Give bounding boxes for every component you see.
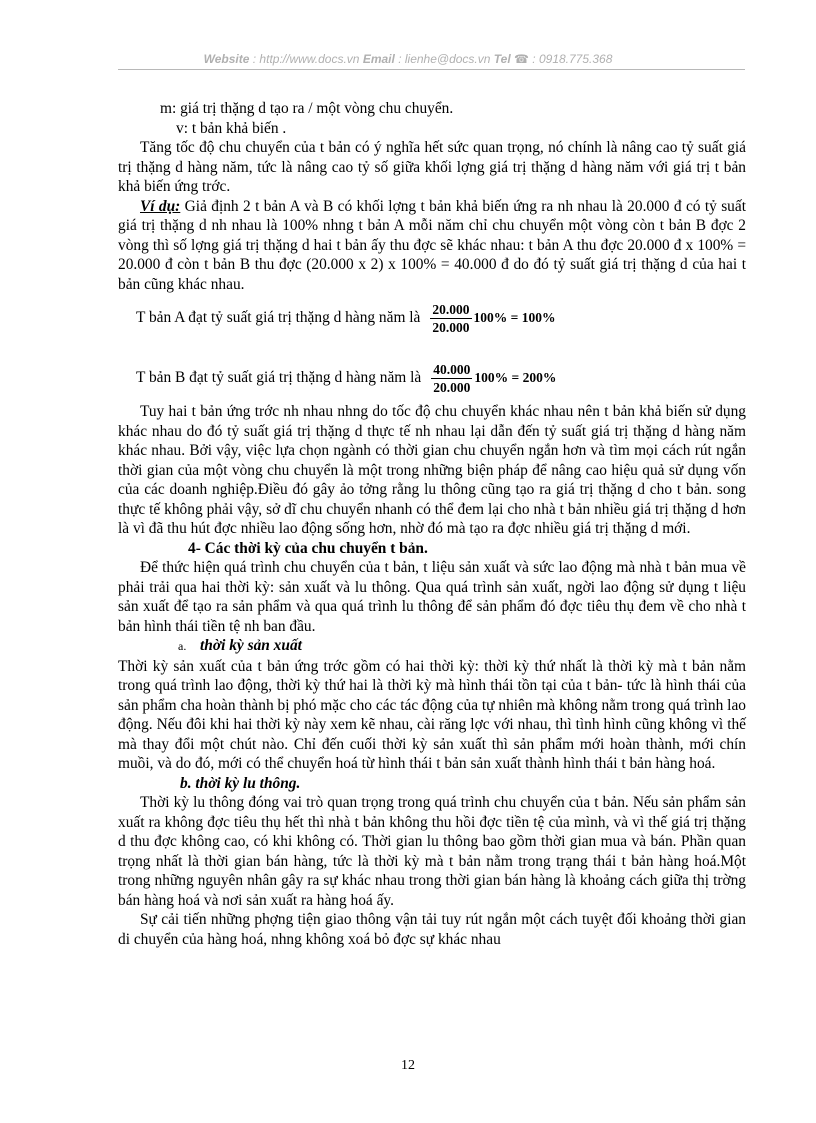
- document-body: [118, 99, 746, 949]
- example-text: Giả định 2 t bản A và B có khối lợng t bản khả biến ứng ra nh nhau là 20.000 đ có tỷ suất giá trị thặng d nh nhau là 100% nhng t bản A mỗi năm chỉ chu chuyển một vòng còn t bản B đợc 2 vòng thì số lợng giá trị thặng d hai t bản ấy thu đợc sẽ khác nhau: t bản A thu đợc 20.000 đ x 100% = 20.000 đ còn t bản B thu đợc (20.000 x 2) x 100% = 40.000 đ do đó tỷ suất giá trị thặng d của hai t bản cũng khác nhau.: [118, 197, 746, 293]
- formula-a-numerator: 20.000: [432, 301, 470, 317]
- formula-b-fraction: [431, 362, 472, 395]
- paragraph-circulation: Thời kỳ lu thông đóng vai trò quan trọng trong quá trình chu chuyển của t bản. Nếu sản phẩm sản xuất ra không đợc tiêu thụ hết thì nhà t bản không thu hồi đợc tiền tệ của mình, và vì thế giá trị thặng d thu đợc không cao, có khi không có. Thời gian lu thông bao gồm thời gian mua và bán. Phần quan trọng nhất là thời gian bán hàng, tức là thời kỳ mà t bản nằm trong trạng thái t bản hàng hoá.Một trong những nguyên nhân gây ra sự khác nhau trong thời gian bán hàng là khoảng cách giữa thị trờng bán hàng hoá và nơi sản xuất ra hàng hoá ấy.: [118, 794, 746, 909]
- section-heading-4: 4- Các thời kỳ của chu chuyển t bản.: [188, 539, 428, 557]
- paragraph-example: [118, 197, 746, 295]
- subheading-a-marker: a.: [178, 639, 187, 653]
- paragraph-periods: Để thức hiện quá trình chu chuyển của t bản, t liệu sản xuất và sức lao động mà nhà t bản mua về phải trải qua hai thời kỳ: sản xuất và lu thông. Qua quá trình sản xuất, ngời lao động sử dụng t liệu sản xuất để tạo ra sản phẩm và qua quá trình lu thông để sản phẩm đó đợc tiêu thụ đem về cho nhà t bản hình thái tiền tệ nh ban đầu.: [118, 559, 746, 635]
- paragraph-speed: Tăng tốc độ chu chuyển của t bản có ý nghĩa hết sức quan trọng, nó chính là nâng cao tỷ suất giá trị thặng d hàng năm, tức là nâng cao tỷ số giữa khối lợng giá trị thặng d hàng năm với giá trị t bản khả biến ứng trớc.: [118, 139, 746, 195]
- formula-a-fraction: [430, 302, 471, 335]
- tel-value: ☎ : 0918.775.368: [514, 52, 613, 66]
- tel-label: Tel: [493, 52, 511, 66]
- v-definition: v: t bản khả biến .: [176, 119, 287, 137]
- subheading-a: [118, 636, 746, 657]
- formula-b-numerator: 40.000: [433, 361, 471, 377]
- formula-b-label: T bản B đạt tỷ suất giá trị thặng d hàng năm là: [136, 369, 422, 387]
- formula-b: [118, 354, 746, 402]
- m-definition: m: giá trị thặng d tạo ra / một vòng chu chuyển.: [160, 100, 454, 117]
- page-header: [0, 52, 816, 66]
- subheading-a-title: thời kỳ sản xuất: [200, 637, 302, 654]
- formula-b-result: 100% = 200%: [474, 370, 557, 386]
- paragraph-transport: Sự cải tiến những phợng tiện giao thông vận tải tuy rút ngắn một cách tuyệt đối khoảng thời gian di chuyển của hàng hoá, nhng không xoá bỏ đợc sự khác nhau: [118, 911, 746, 948]
- example-label: Ví dụ:: [140, 197, 181, 215]
- paragraph-production: Thời kỳ sản xuất của t bản ứng trớc gồm có hai thời kỳ: thời kỳ thứ nhất là thời kỳ mà t bản nằm trong quá trình lao động, thời kỳ thứ hai là thời kỳ mà hình thái tồn tại của t bản- tức là hình thái của sản phẩm cha hoàn thành bị phó mặc cho các tác động của tự nhiên mà không nằm trong quá trình lao động. Nếu đôi khi hai thời kỳ này xem kẽ nhau, cài răng lợc với nhau, thì tình hình cũng không vì thế mà thay đổi một chút nào. Chỉ đến cuối thời kỳ sản xuất thì sản phẩm mới hoàn thành, mới chín muồi, và do đó, mới có thể chuyển hoá từ hình thái t bản sản xuất thành hình thái t bản hàng hoá.: [118, 657, 746, 772]
- paragraph-comparison: Tuy hai t bản ứng trớc nh nhau nhng do tốc độ chu chuyển khác nhau nên t bản khả biến sử dụng khác nhau do đó tỷ suất giá trị thặng d thực tế nh nhau lại dẫn đến tỷ suất giá trị thặng d hàng năm khác nhau. Bởi vậy, việc lựa chọn ngành có thời gian chu chuyển ngắn hơn và tìm mọi cách rút ngắn thời gian của một vòng chu chuyển là một trong những biện pháp để nâng cao hiệu quả sử dụng vốn của các doanh nghiệp.Điều đó gây ảo tởng rằng lu thông cũng tạo ra giá trị thặng d cho t bản. song thực tế không phải vậy, sở dĩ chu chuyển nhanh có thể đem lại cho nhà t bản nhiều giá trị thặng d hơn là vì đã thu hút đợc nhiều lao động sống hơn, nhờ đó mà tạo ra đợc nhiều giá trị thặng d mới.: [118, 403, 746, 537]
- subheading-b: b. thời kỳ lu thông.: [180, 774, 301, 792]
- formula-a: [118, 294, 746, 342]
- formula-a-result: 100% = 100%: [473, 310, 556, 326]
- page-number: 12: [401, 1058, 415, 1073]
- formula-b-denominator: 20.000: [433, 379, 471, 395]
- email-label: Email: [362, 52, 395, 66]
- email-value[interactable]: : lienhe@docs.vn: [398, 52, 491, 66]
- formula-a-label: T bản A đạt tỷ suất giá trị thặng d hàng năm là: [136, 309, 421, 327]
- website-value[interactable]: : http://www.docs.vn: [252, 52, 360, 66]
- formula-a-denominator: 20.000: [432, 319, 470, 335]
- header-divider: [118, 69, 745, 70]
- website-label: Website: [203, 52, 250, 66]
